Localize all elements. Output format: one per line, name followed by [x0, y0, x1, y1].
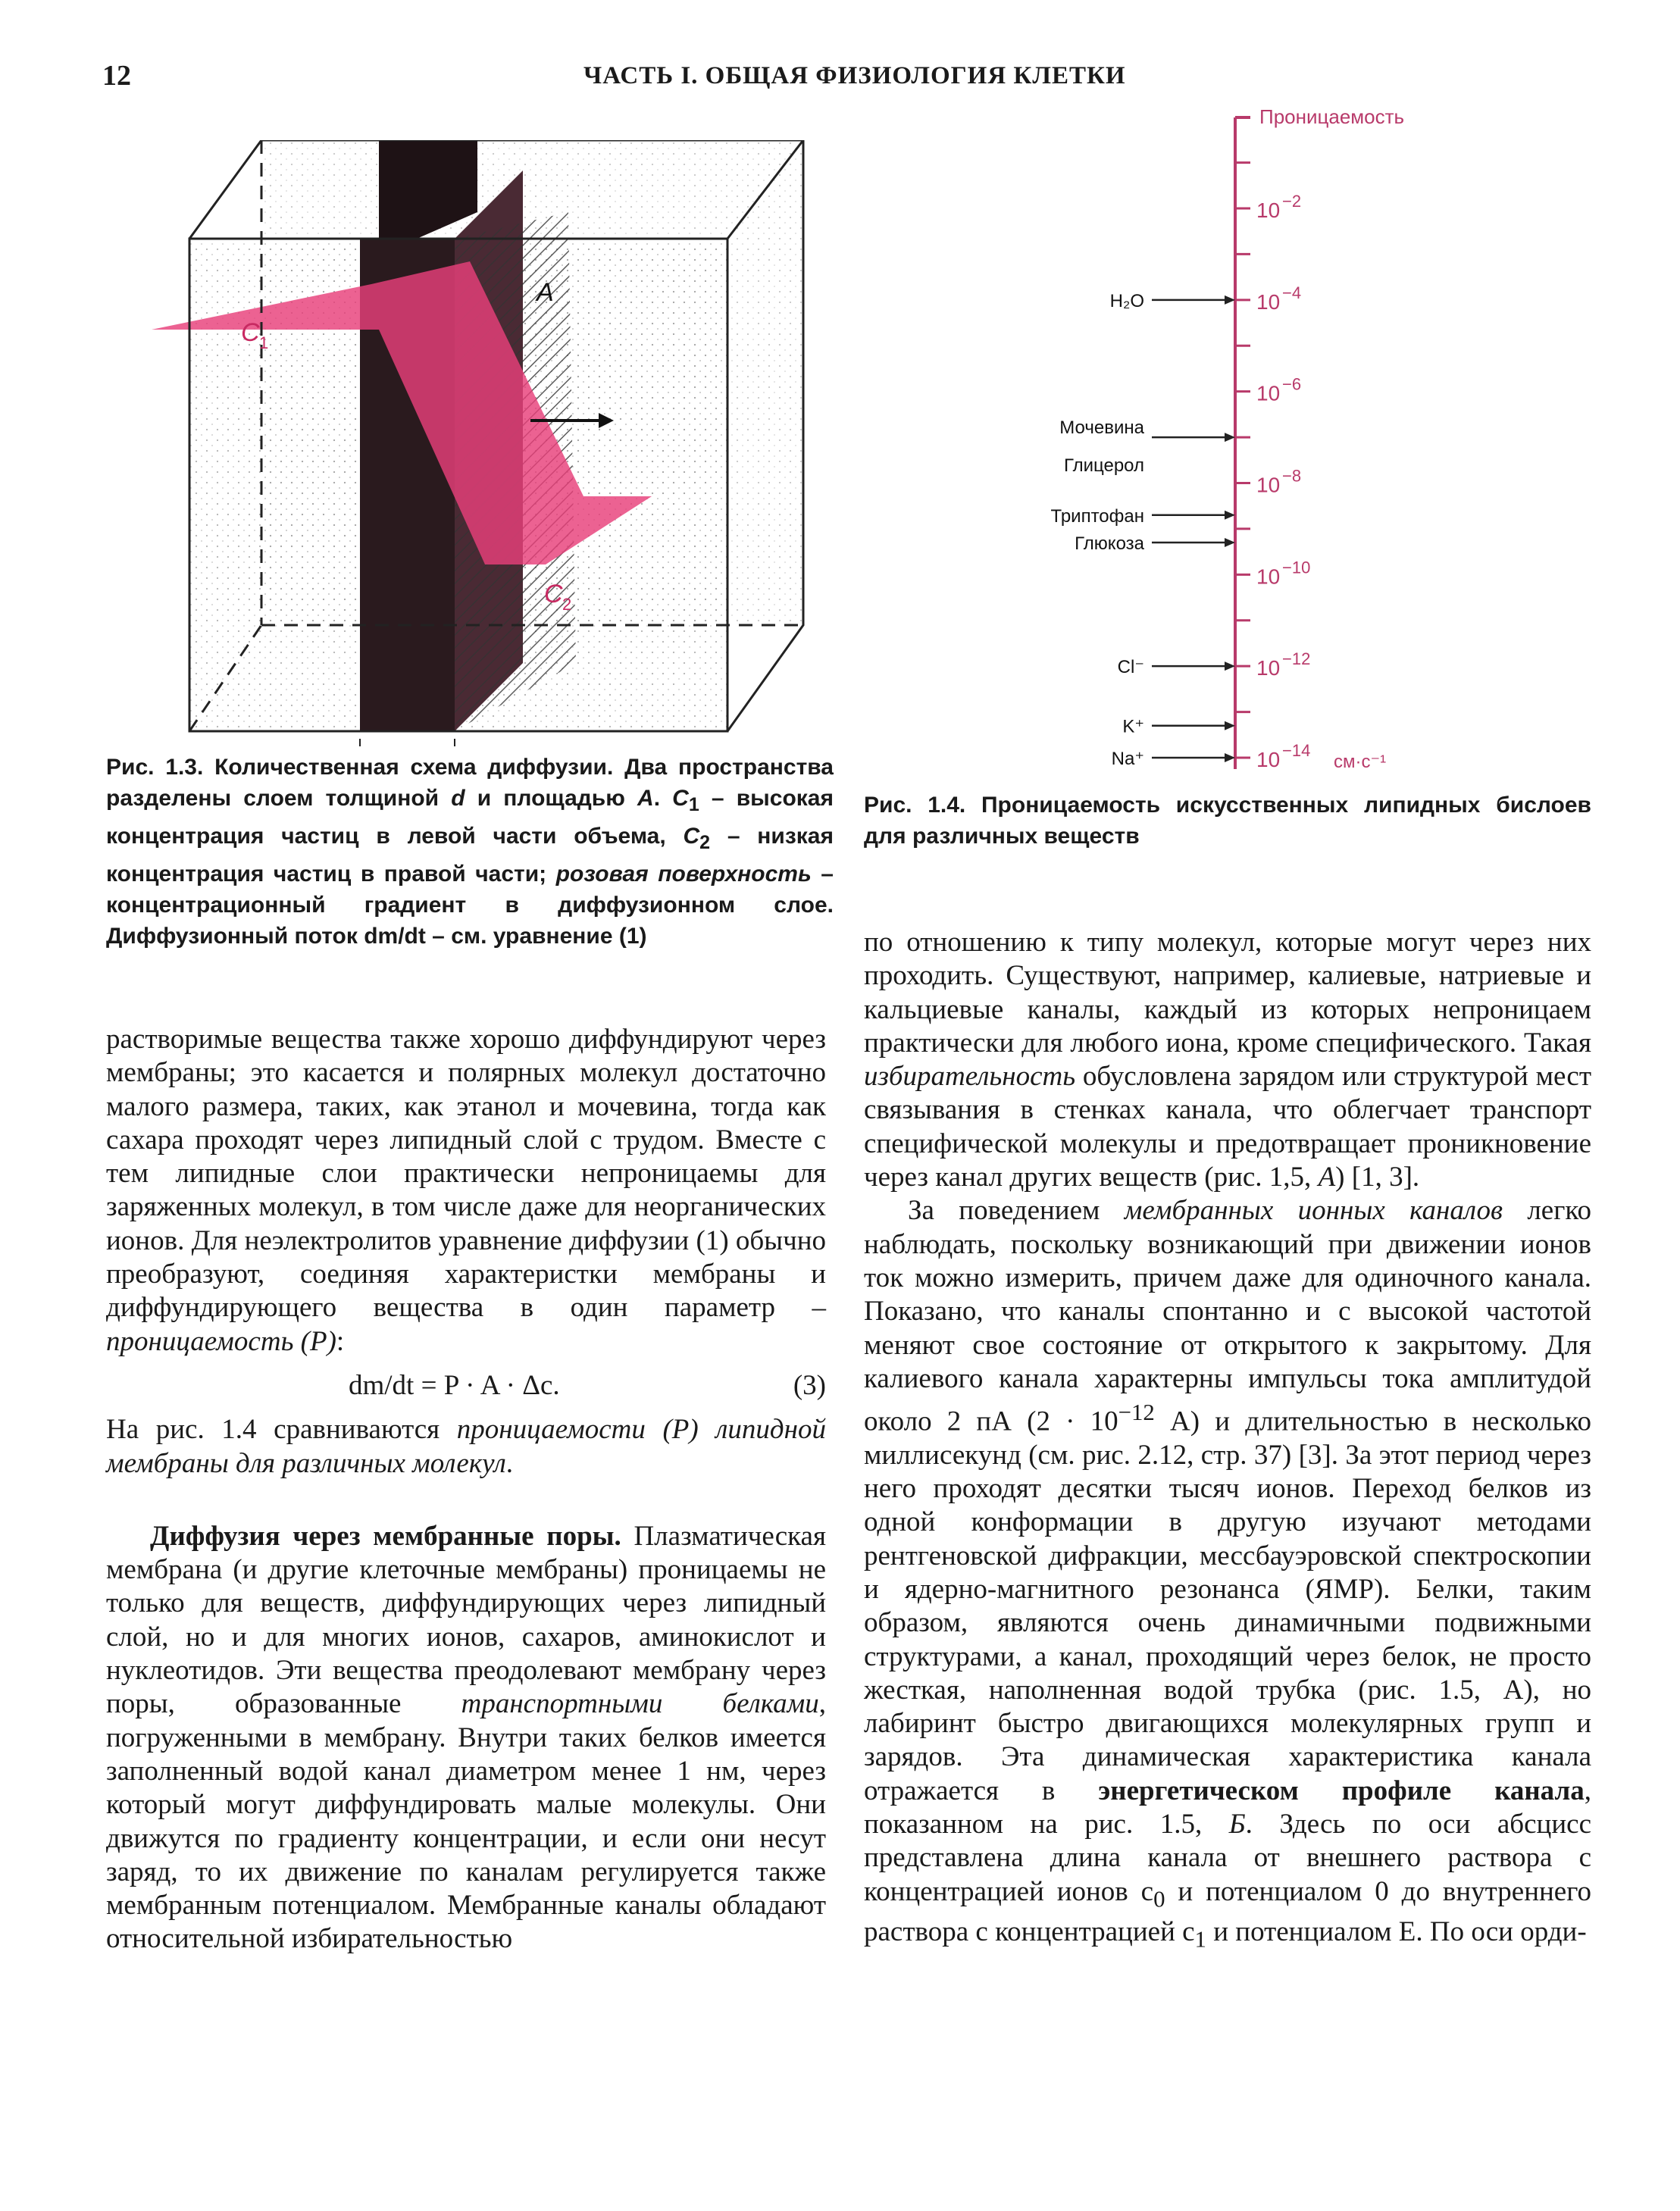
tick-label-base: 10 [1256, 473, 1281, 497]
caption-lead: Рис. 1.3. [106, 755, 204, 780]
body-emphasis: проницаемость (P) [106, 1325, 336, 1357]
caption-figure-1-3 [106, 752, 834, 952]
substance-arrowhead [1225, 538, 1235, 547]
substance-arrowhead [1225, 433, 1235, 442]
body-text: Плазматическая мембрана (и другие клеточные мембраны) проницаемы не только для веществ, диффундирующих через липидный слой, но и для многих ионов, сахаров, аминокислот и нуклеотидов. Эти вещества преодолевают мембрану через поры, образованные [106, 1520, 826, 1720]
caption-text: Количественная схема диффузии. Два пространства разделены слоем толщиной [106, 755, 834, 811]
paragraph [106, 1413, 826, 1481]
body-text: и потенциалом E. По оси орди- [1206, 1916, 1587, 1948]
substance-label: K⁺ [1122, 716, 1144, 737]
substance-label: H₂O [1109, 290, 1144, 311]
tick-label-exponent: −8 [1282, 466, 1302, 486]
c1-subscript: 1 [259, 333, 269, 352]
body-text: . [505, 1447, 513, 1479]
substance-arrowhead [1225, 753, 1235, 762]
body-emphasis: транспортными белками [461, 1688, 819, 1720]
diffusion-diagram-svg [152, 140, 834, 746]
left-column [106, 1023, 826, 1956]
tick-label-exponent: −10 [1282, 558, 1311, 577]
c1-label: C [241, 318, 260, 347]
tick-label-base: 10 [1256, 289, 1281, 314]
tick-label-base: 10 [1256, 381, 1281, 405]
tick-label-exponent: −2 [1282, 192, 1302, 211]
tick-label-exponent: −6 [1282, 374, 1302, 394]
body-emphasis: А [1318, 1162, 1336, 1193]
substance-label: Na⁺ [1111, 749, 1144, 769]
caption-text: – концентрационный градиент в диффузионном слое. Диффузионный поток dm/dt – см. уравнение (1) [106, 862, 834, 949]
body-text: На рис. 1.4 сравниваются [106, 1414, 457, 1446]
body-text: : [336, 1325, 345, 1357]
caption-c2-sub: 2 [699, 832, 711, 853]
body-text: по отношению к типу молекул, которые могут через них проходить. Существуют, например, калиевые, натриевые и кальциевые каналы, каждый из которых непроницаем практически для любого иона, кроме специфического. Такая [864, 927, 1591, 1059]
equation-3 [106, 1369, 826, 1403]
subscript: 1 [1194, 1926, 1206, 1953]
caption-figure-1-4 [864, 790, 1591, 852]
caption-text: – низкая концентрация частиц в правой части; [106, 824, 834, 887]
paragraph-gap [106, 1481, 826, 1520]
body-emphasis: проницаемости (P) липидной мембраны для различных молекул [106, 1414, 827, 1479]
superscript: −12 [1118, 1399, 1155, 1426]
subscript: 0 [1153, 1886, 1165, 1912]
body-text: ) [1, 3]. [1335, 1162, 1420, 1193]
paragraph [106, 1023, 826, 1359]
right-column [864, 926, 1591, 1956]
tick-label-base: 10 [1256, 199, 1281, 222]
substance-label: Глюкоза [1075, 533, 1144, 555]
substance-arrowhead [1225, 661, 1235, 671]
substance-arrowhead [1225, 721, 1235, 730]
permeability-scale-svg [985, 95, 1516, 799]
caption-c2: C [683, 824, 700, 849]
tick-label-exponent: −12 [1282, 649, 1311, 669]
figure-1-3-diagram [152, 140, 834, 746]
axis-title: Проницаемость [1259, 105, 1405, 128]
caption-pink-surface: розовая поверхность [555, 862, 812, 887]
body-text: А) и длительностью в несколько миллисекунд (см. рис. 2.12, стр. 37) [3]. За этот период через него проходят десятки тысяч ионов. Переход белков из одной конформации в другую изучают методами рентгеновской дифракции, мессбауэровской спектроскопии и ядерно-магнитного резонанса (ЯМР). Белки, таким образом, являются очень динамичными подвижными структурами, а канал, проходящий через белок, не просто жесткая, наполненная водой трубка (рис. 1.5, А), но лабиринт быстро двигающихся молекулярных групп и зарядов. Эта динамическая характеристика канала отражается в [864, 1406, 1591, 1806]
page-number: 12 [102, 60, 131, 92]
paragraph [864, 926, 1591, 1194]
body-text: растворимые вещества также хорошо диффундируют через мембраны; это касается и полярных молекул достаточно малого размера, таких, как этанол и мочевина, тогда как сахара проходят через липидный слой с трудом. Вместе с тем липидные слои практически непроницаемы для заряженных молекул, в том числе даже для неорганических ионов. Для неэлектролитов уравнение диффузии (1) обычно преобразуют, соединяя характеристки мембраны и диффундирующего вещества в один параметр – [106, 1024, 826, 1324]
tick-label-base: 10 [1256, 564, 1281, 589]
body-text: легко наблюдать, поскольку возникающий при движении ионов ток можно измерить, причем даже для одиночного канала. Показано, что каналы спонтанно и с высокой частотой меняют свое состояние от открытого к закрытому. Для калиевого канала характерны импульсы тока амплитудой около 2 пА (2 · 10 [864, 1195, 1591, 1437]
tick-label-base: 10 [1256, 656, 1281, 680]
caption-text: и площадью [465, 786, 638, 811]
c2-label: C [544, 580, 563, 608]
equation-body: dm/dt = P · A · Δc. [349, 1369, 560, 1401]
caption-d: d [451, 786, 465, 811]
section-heading: Диффузия через мембранные поры. [150, 1520, 621, 1552]
caption-a: A [637, 786, 654, 811]
equation-number: (3) [793, 1369, 826, 1401]
substance-arrowhead [1225, 296, 1235, 305]
paragraph [864, 1194, 1591, 1956]
substance-label: Глицерол [1063, 455, 1144, 477]
c2-subscript: 2 [562, 595, 572, 614]
body-text: За поведением [908, 1195, 1125, 1227]
a-label: A [537, 278, 554, 307]
tick-label-base: 10 [1256, 748, 1281, 771]
tick-label-exponent: −4 [1282, 283, 1302, 302]
body-emphasis: избирательность [864, 1061, 1076, 1093]
body-text: обусловлена зарядом или структурой мест связывания в стенках канала, что облегчает транспорт специфической молекулы и предотвращает проникновение через канал других веществ (рис. 1,5, [864, 1061, 1591, 1193]
substance-group [1051, 291, 1235, 769]
body-emphasis: мембранных ионных каналов [1124, 1195, 1503, 1227]
caption-text: . [653, 786, 673, 811]
bold-term: энергетическом профиле канала [1098, 1775, 1585, 1806]
caption-lead: Рис. 1.4. [864, 793, 966, 818]
body-text: и потенциалом 0 до внутреннего раствора с концентрацией c [864, 1875, 1591, 1948]
caption-c1-sub: 1 [688, 794, 699, 815]
body-text: , погруженными в мембрану. Внутри таких белков имеется заполненный водой канал диаметром менее 1 нм, через который могут диффундировать малые молекулы. Они движутся по градиенту концентрации, и если они несут заряд, то их движение по каналам регулируется также мембранным потенциалом. Мембранные каналы обладают относительной избирательностью [106, 1688, 826, 1955]
tick-group [1235, 163, 1310, 771]
unit-label: см·с⁻¹ [1334, 752, 1387, 772]
caption-c1: C [672, 786, 689, 811]
caption-text: – высокая концентрация частиц в левой части объема, [106, 786, 834, 849]
body-text: . Здесь по оси абсцисс представлена длина канала от внешнего раствора с концентрацией ионов c [864, 1809, 1591, 1907]
paragraph [106, 1520, 826, 1956]
substance-arrowhead [1225, 511, 1235, 520]
tick-label-exponent: −14 [1282, 741, 1311, 760]
body-text: , показанном на рис. 1.5, [864, 1775, 1591, 1840]
substance-label: Триптофан [1050, 505, 1144, 527]
substance-label: Cl⁻ [1117, 657, 1144, 678]
body-emphasis: Б [1228, 1809, 1246, 1840]
substance-label: Мочевина [1059, 417, 1144, 439]
figure-1-4-scale [985, 95, 1516, 799]
d-label [400, 743, 415, 746]
caption-text: Проницаемость искусственных липидных бислоев для различных веществ [864, 793, 1591, 849]
running-head: ЧАСТЬ I. ОБЩАЯ ФИЗИОЛОГИЯ КЛЕТКИ [583, 62, 1126, 89]
